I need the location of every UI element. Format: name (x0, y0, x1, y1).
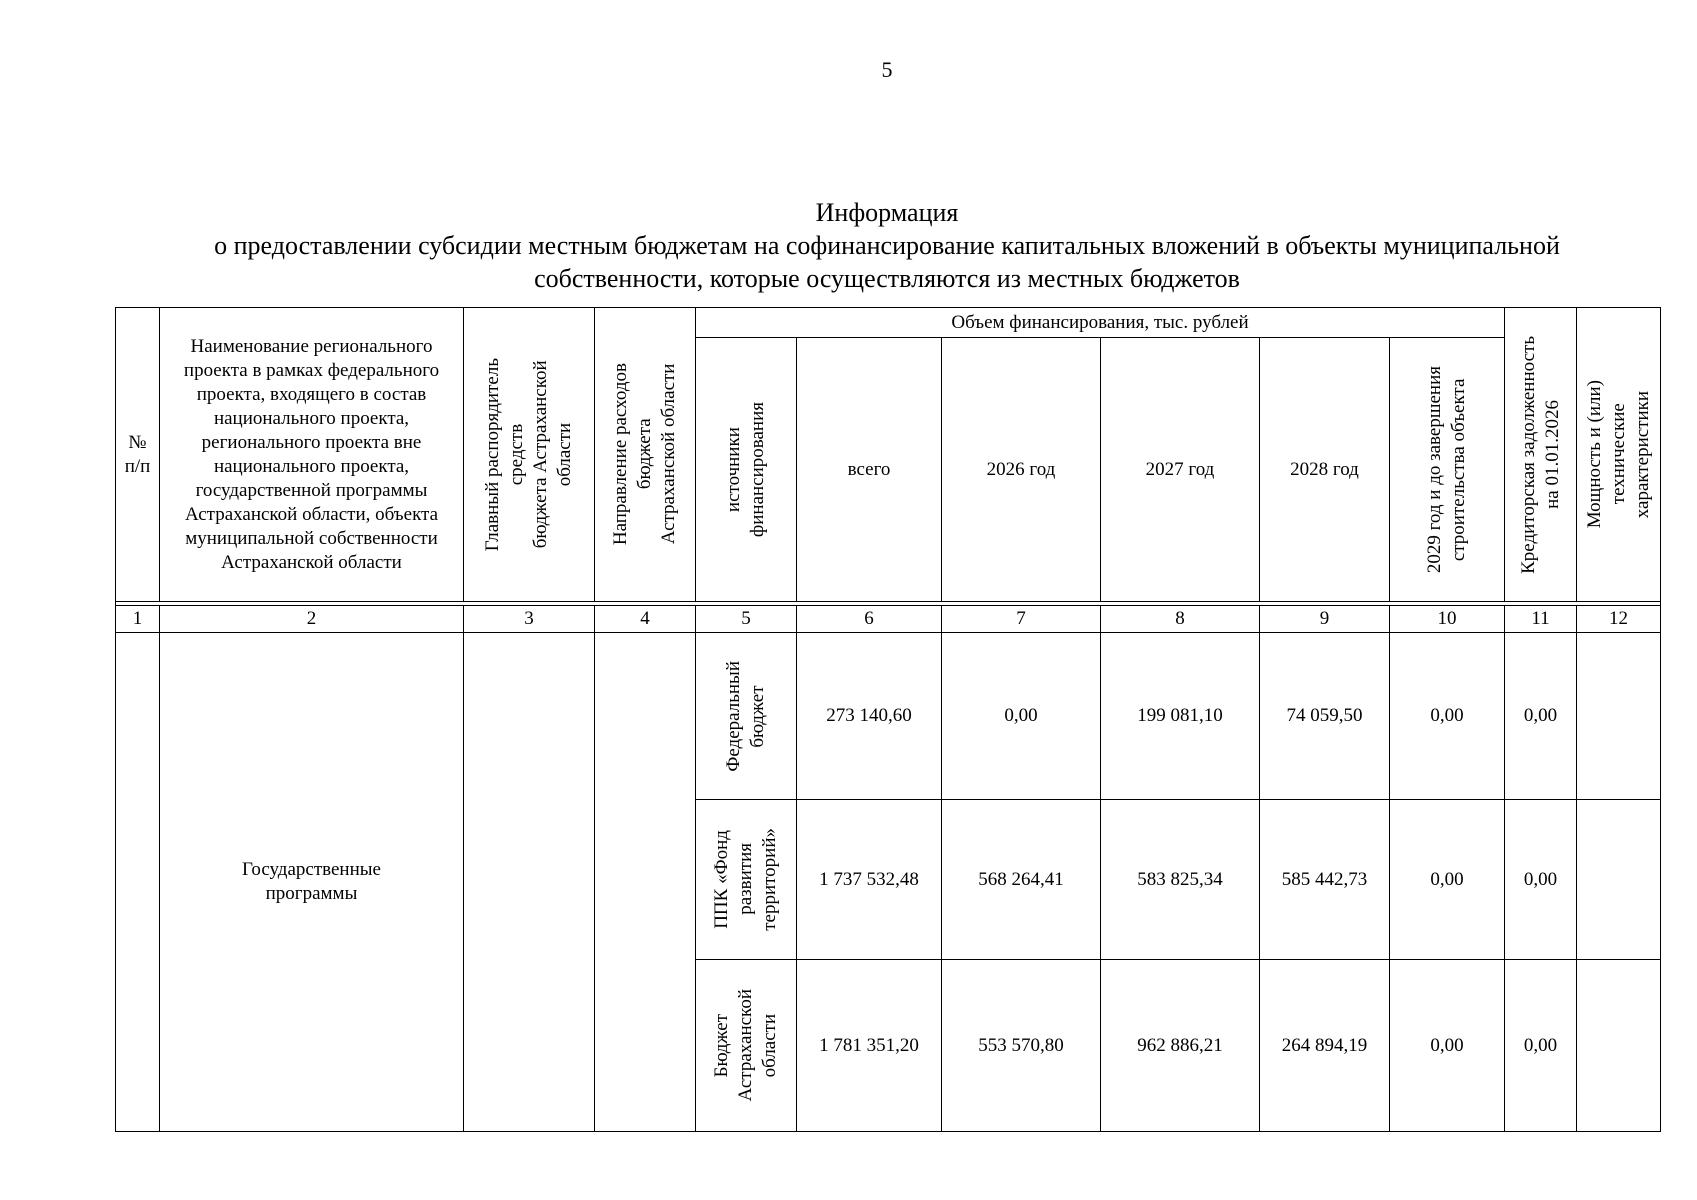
header-row-top (116, 308, 1661, 338)
header-project-name: Наименование регионального проекта в рамках федерального проекта, входящего в состав национального проекта, регионального проекта вне национального проекта, государственной программы Астраханской области, объекта муниципальной собственности Астраханской области (160, 308, 464, 602)
column-number: 9 (1260, 606, 1390, 633)
header-number: № п/п (116, 308, 160, 602)
header-2028: 2028 год (1260, 338, 1390, 602)
program-name-cell: Государственные программы (160, 633, 464, 1132)
debt-cell: 0,00 (1505, 800, 1577, 960)
capacity-cell (1577, 633, 1661, 800)
source-cell: Федеральный бюджет (696, 633, 797, 800)
y2027-cell: 962 886,21 (1101, 960, 1260, 1132)
column-number: 6 (797, 606, 942, 633)
y2029-cell: 0,00 (1390, 633, 1505, 800)
debt-cell: 0,00 (1505, 960, 1577, 1132)
y2028-cell: 74 059,50 (1260, 633, 1390, 800)
capacity-cell (1577, 960, 1661, 1132)
total-cell: 1 737 532,48 (797, 800, 942, 960)
column-numbers-row (116, 606, 1661, 633)
source-cell: Бюджет Астраханской области (696, 960, 797, 1132)
total-cell: 1 781 351,20 (797, 960, 942, 1132)
y2029-cell: 0,00 (1390, 800, 1505, 960)
y2026-cell: 553 570,80 (942, 960, 1101, 1132)
table-row (116, 633, 1661, 800)
header-2026: 2026 год (942, 338, 1101, 602)
header-total: всего (797, 338, 942, 602)
column-number: 5 (696, 606, 797, 633)
y2026-cell: 568 264,41 (942, 800, 1101, 960)
document-title (0, 196, 1697, 295)
header-financing-group: Объем финансирования, тыс. рублей (696, 308, 1505, 338)
total-cell: 273 140,60 (797, 633, 942, 800)
column-number: 11 (1505, 606, 1577, 633)
y2028-cell: 264 894,19 (1260, 960, 1390, 1132)
y2027-cell: 583 825,34 (1101, 800, 1260, 960)
column-number: 7 (942, 606, 1101, 633)
column-number: 8 (1101, 606, 1260, 633)
source-cell: ППК «Фонд развития территорий» (696, 800, 797, 960)
header-accounts-payable: Кредиторская задолженность на 01.01.2026 (1505, 308, 1577, 602)
page-number: 5 (881, 57, 893, 82)
expense-direction-cell (595, 633, 696, 1132)
debt-cell: 0,00 (1505, 633, 1577, 800)
column-number: 12 (1577, 606, 1661, 633)
capacity-cell (1577, 800, 1661, 960)
title-line-2: о предоставлении субсидии местным бюджетам на софинансирование капитальных вложений в объекты муниципальной (214, 231, 1560, 260)
header-capacity: Мощность и (или) технические характеристики (1577, 308, 1661, 602)
header-2029: 2029 год и до завершения строительства объекта (1390, 338, 1505, 602)
column-number: 3 (464, 606, 595, 633)
header-chief-administrator: Главный распорядитель средств бюджета Астраханской области (464, 308, 595, 602)
header-funding-sources: источники финансирования (696, 338, 797, 602)
header-2027: 2027 год (1101, 338, 1260, 602)
column-number: 1 (116, 606, 160, 633)
y2026-cell: 0,00 (942, 633, 1101, 800)
administrator-cell (464, 633, 595, 1132)
y2028-cell: 585 442,73 (1260, 800, 1390, 960)
column-number: 2 (160, 606, 464, 633)
financing-table (115, 307, 1661, 1132)
column-number: 10 (1390, 606, 1505, 633)
header-expense-direction: Направление расходов бюджета Астраханской области (595, 308, 696, 602)
row-number-cell (116, 633, 160, 1132)
title-line-1: Информация (815, 198, 959, 227)
column-number: 4 (595, 606, 696, 633)
title-line-3: собственности, которые осуществляются из местных бюджетов (534, 264, 1240, 293)
y2029-cell: 0,00 (1390, 960, 1505, 1132)
y2027-cell: 199 081,10 (1101, 633, 1260, 800)
